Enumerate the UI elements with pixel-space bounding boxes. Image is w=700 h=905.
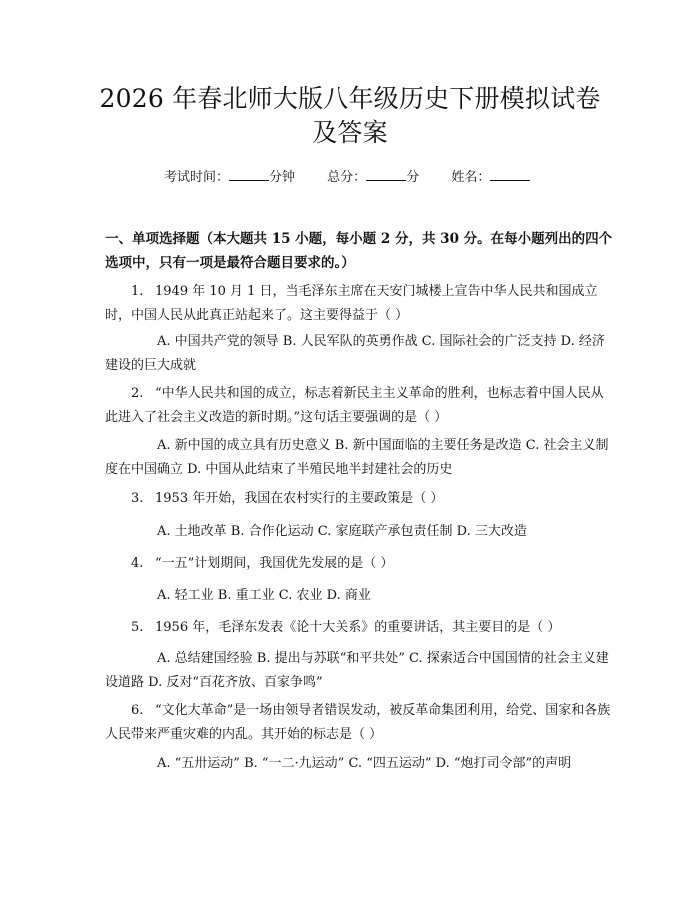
- question-5-options: A. 总结建国经验 B. 提出与苏联“和平共处” C. 探索适合中国国情的社会主义建设道路 D. 反对“百花齐放、百家争鸣”: [105, 651, 609, 690]
- question-1: [105, 280, 613, 328]
- question-3: [105, 487, 613, 511]
- question-2-options: A. 新中国的成立具有历史意义 B. 新中国面临的主要任务是改造 C. 社会主义制度在中国确立 D. 中国从此结束了半殖民地半封建社会的历史: [105, 438, 609, 477]
- question-2: [105, 382, 613, 430]
- total-score-field: [327, 168, 419, 188]
- question-1-options: A. 中国共产党的领导 B. 人民军队的英勇作战 C. 国际社会的广泛支持 D. 经济建设的巨大成就: [105, 334, 605, 373]
- question-5: [105, 616, 613, 640]
- question-number: 5.: [131, 620, 144, 635]
- document-title: [80, 82, 620, 150]
- question-stem: “中华人民共和国的成立，标志着新民主主义革命的胜利，也标志着中国人民从此进入了社会主义改造的新时期。”这句话主要强调的是（ ）: [105, 386, 604, 425]
- exam-time-field: [164, 168, 295, 188]
- question-stem: 1956 年，毛泽东发表《论十大关系》的重要讲话，其主要目的是（ ）: [155, 620, 561, 635]
- question-stem: “文化大革命”是一场由领导者错误发动，被反革命集团利用，给党、国家和各族人民带来严重灾难的内乱。其开始的标志是（ ）: [105, 703, 611, 742]
- question-4: [105, 552, 613, 576]
- question-stem: 1953 年开始，我国在农村实行的主要政策是（ ）: [155, 491, 444, 506]
- question-3-options: A. 土地改革 B. 合作化运动 C. 家庭联产承包责任制 D. 三大改造: [157, 524, 527, 539]
- exam-time-blank: [229, 168, 269, 181]
- question-stem: “一五”计划期间，我国优先发展的是（ ）: [155, 556, 394, 571]
- exam-time-label: 考试时间：: [164, 170, 230, 185]
- question-number: 3.: [131, 491, 144, 506]
- question-4-options: A. 轻工业 B. 重工业 C. 农业 D. 商业: [157, 588, 371, 603]
- total-score-label: 总分：: [327, 170, 367, 185]
- student-name-field: [451, 168, 530, 188]
- exam-time-unit: 分钟: [269, 170, 296, 185]
- total-score-unit: 分: [406, 170, 420, 185]
- document-title-line-2: 及答案: [312, 118, 388, 147]
- document-title-line-1: 2026 年春北师大版八年级历史下册模拟试卷: [99, 84, 601, 113]
- student-name-blank: [490, 168, 530, 181]
- exam-info-line: [164, 168, 584, 188]
- question-number: 1.: [131, 284, 144, 299]
- question-6: [105, 699, 613, 747]
- question-6-options: A. “五卅运动” B. “一二·九运动” C. “四五运动” D. “炮打司令部”的声明: [157, 756, 572, 771]
- question-stem: 1949 年 10 月 1 日，当毛泽东主席在天安门城楼上宣告中华人民共和国成立时，中国人民从此真正站起来了。这主要得益于（ ）: [105, 284, 598, 323]
- student-name-label: 姓名：: [451, 170, 491, 185]
- question-number: 6.: [131, 703, 144, 718]
- question-number: 2.: [131, 386, 144, 401]
- section-title: 一、单项选择题（本大题共 15 小题，每小题 2 分，共 30 分。在每小题列出的四个选项中，只有一项是最符合题目要求的。）: [105, 231, 613, 271]
- total-score-blank: [366, 168, 406, 181]
- question-number: 4.: [131, 556, 144, 571]
